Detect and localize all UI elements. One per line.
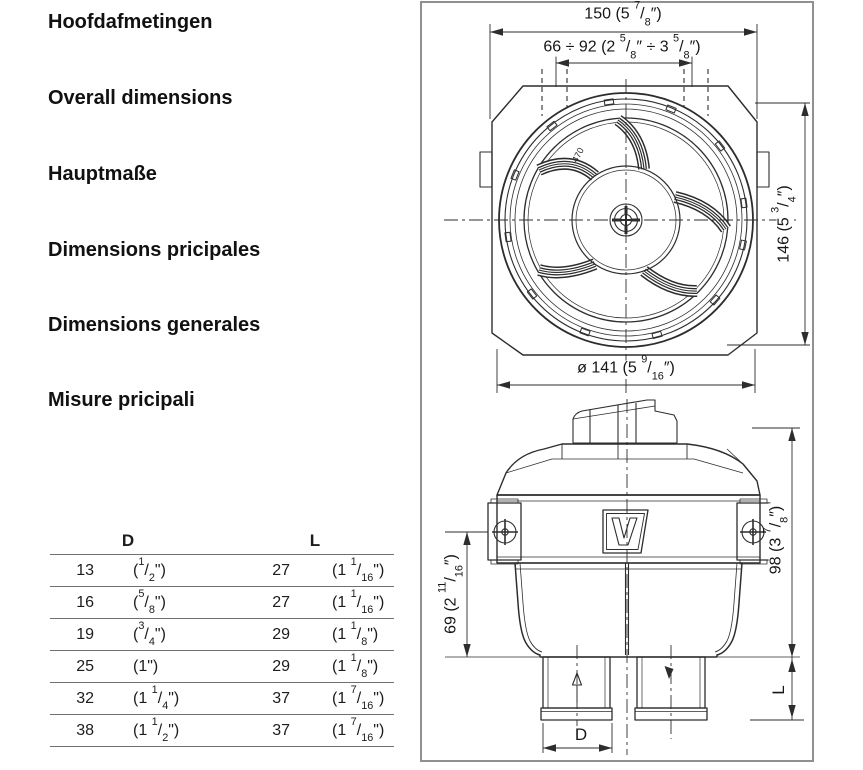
cell-d-inch: (1 $^1/_2$"): [133, 715, 180, 745]
cell-l-mm: 37: [272, 721, 290, 739]
heading-en: Overall dimensions: [48, 87, 233, 109]
flow-out-arrow: [665, 666, 674, 679]
table-header: [50, 528, 394, 555]
dim-66-92: [556, 55, 692, 87]
side-view-centerlines: [577, 399, 671, 755]
cell-d-inch: $(^1/_2")$: [133, 555, 166, 585]
dim-label-66-92: 66 ÷ 92 (2 $^5/_8'' \div 3$ $^5/_8''$): [543, 32, 701, 62]
cell-d-inch: (1 $^1/_4$"): [133, 683, 180, 713]
table-header-l: L: [309, 531, 321, 550]
cell-d-mm: 38: [76, 721, 94, 739]
cell-d-mm: 32: [76, 689, 94, 707]
table-row: [50, 651, 394, 683]
cell-l-mm: 27: [272, 593, 290, 611]
cell-d-mm: 13: [76, 561, 94, 579]
dim-label-98: 98 (3 $^7/_8''$): [761, 505, 791, 575]
cell-d-mm: 25: [76, 657, 94, 675]
cell-l-mm: 37: [272, 689, 290, 707]
bowl: [515, 563, 742, 657]
heading-fr: Dimensions pricipales: [48, 239, 261, 261]
cover: [497, 444, 760, 495]
cell-l-inch: (1 $^7/_{16}$"): [332, 715, 385, 745]
cell-l-inch: (1 $^1/_{16}$"): [332, 555, 385, 585]
phillips-screw-left: [492, 519, 518, 545]
v-logo: [603, 510, 648, 553]
dim-label-69: 69 (2 $^{11}/_{16}''$): [436, 554, 466, 634]
dim-label-D: D: [574, 725, 588, 745]
cell-l-inch: (1 $^7/_{16}$"): [332, 683, 385, 713]
side-view: [436, 399, 804, 755]
heading-de: Hauptmaße: [48, 163, 157, 185]
cell-l-mm: 29: [272, 657, 290, 675]
dimension-table: [50, 528, 394, 747]
dim-label-146: 146 (5 $^3/_4''$): [769, 185, 799, 263]
table-header-d: D: [121, 531, 135, 550]
dim-label-L: L: [769, 685, 789, 695]
cell-l-mm: 27: [272, 561, 290, 579]
table-row: [50, 555, 394, 587]
cell-l-inch: (1 $^1/_8$"): [332, 619, 379, 649]
drawing-panel: [420, 1, 814, 762]
hose-connections: [541, 657, 707, 720]
heading-nl: Hoofdafmetingen: [48, 11, 213, 33]
cell-l-inch: (1 $^1/_{16}$"): [332, 587, 385, 617]
table-row: [50, 715, 394, 747]
top-view: [444, 24, 810, 395]
heading-it: Misure pricipali: [48, 389, 195, 411]
cell-d-inch: $(^5/_8")$: [133, 587, 166, 617]
cell-d-inch: $(^3/_4")$: [133, 619, 166, 649]
cell-d-mm: 16: [76, 593, 94, 611]
handle: [573, 400, 677, 443]
heading-es: Dimensions generales: [48, 314, 261, 336]
clamp-band: [488, 495, 770, 564]
technical-drawing-svg: [422, 0, 812, 760]
table-row: [50, 683, 394, 715]
dim-label-141: ø 141 (5 $^9/_{16}''$): [577, 353, 675, 383]
cell-d-mm: 19: [76, 625, 94, 643]
table-row: [50, 619, 394, 651]
table-row: [50, 587, 394, 619]
mold-mark: 470: [569, 145, 586, 164]
dim-98: [436, 428, 800, 657]
cell-l-mm: 29: [272, 625, 290, 643]
cell-l-inch: (1 $^1/_8$"): [332, 651, 379, 681]
dim-label-150: 150 (5 $^7/_8''$): [584, 0, 662, 29]
cell-d-inch: (1"): [133, 657, 159, 675]
